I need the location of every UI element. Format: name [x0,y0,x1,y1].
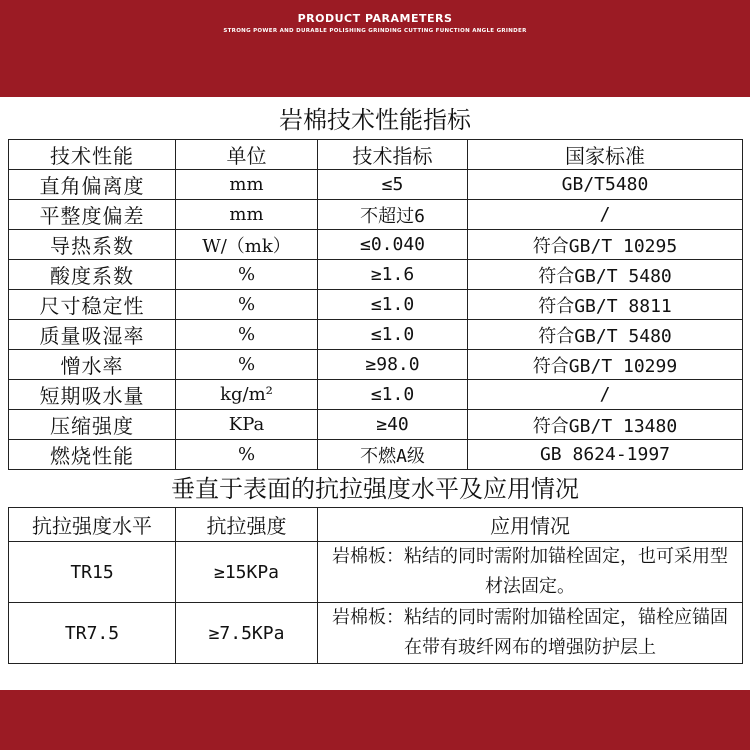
table-cell: 符合GB/T 5480 [468,260,743,290]
table-cell: % [176,440,318,470]
table-cell: 燃烧性能 [9,440,176,470]
table-cell: GB/T5480 [468,170,743,200]
table-header-row [9,140,743,170]
footer-band [0,690,750,750]
table-row [9,320,743,350]
table-cell: / [468,200,743,230]
table-cell: 符合GB/T 10299 [468,350,743,380]
table-row [9,170,743,200]
table-cell: ≤5 [318,170,468,200]
table-header-row [9,508,743,542]
tensile-table-title: 垂直于表面的抗拉强度水平及应用情况 [171,475,579,503]
table-cell: kg/m² [176,380,318,410]
table-cell: 符合GB/T 13480 [468,410,743,440]
table-cell: % [176,260,318,290]
table-cell: ≥7.5KPa [176,603,318,664]
tensile-strength-table [8,507,743,664]
table-cell: ≤1.0 [318,380,468,410]
table-cell: ≤1.0 [318,290,468,320]
table-cell: mm [176,170,318,200]
table-row [9,410,743,440]
table-cell: 酸度系数 [9,260,176,290]
table-cell: % [176,320,318,350]
table-cell: 直角偏离度 [9,170,176,200]
header-banner [0,0,750,96]
spec-document [0,97,750,690]
table-cell: ≥15KPa [176,542,318,603]
table-cell: 符合GB/T 10295 [468,230,743,260]
table-cell: 压缩强度 [9,410,176,440]
table-cell: 短期吸水量 [9,380,176,410]
table-cell: 导热系数 [9,230,176,260]
column-header: 国家标准 [468,140,743,170]
table-cell: mm [176,200,318,230]
column-header: 抗拉强度 [176,508,318,542]
table-row [9,603,743,664]
table-cell: % [176,290,318,320]
table-cell: TR7.5 [9,603,176,664]
table-cell: 符合GB/T 8811 [468,290,743,320]
table-cell: 不燃A级 [318,440,468,470]
column-header: 应用情况 [318,508,743,542]
table-cell: % [176,350,318,380]
table-cell: ≥1.6 [318,260,468,290]
table-row [9,230,743,260]
column-header: 技术指标 [318,140,468,170]
table-row [9,260,743,290]
table-cell: ≥40 [318,410,468,440]
table-row [9,380,743,410]
table-cell: 符合GB/T 5480 [468,320,743,350]
table-cell: 岩棉板：粘结的同时需附加锚栓固定，锚栓应锚固在带有玻纤网布的增强防护层上 [318,603,743,664]
table-row [9,542,743,603]
column-header: 抗拉强度水平 [9,508,176,542]
table-cell: 岩棉板：粘结的同时需附加锚栓固定，也可采用型材法固定。 [318,542,743,603]
table-cell: ≤1.0 [318,320,468,350]
table-row [9,290,743,320]
table-row [9,440,743,470]
table-row [9,350,743,380]
table-cell: W/（mk） [176,230,318,260]
table-cell: ≤0.040 [318,230,468,260]
table-cell: 不超过6 [318,200,468,230]
table-cell: / [468,380,743,410]
column-header: 技术性能 [9,140,176,170]
performance-table [8,139,743,470]
table-cell: KPa [176,410,318,440]
table-cell: ≥98.0 [318,350,468,380]
performance-table-title: 岩棉技术性能指标 [279,106,471,134]
banner-subtitle: STRONG POWER AND DURABLE POLISHING GRINDING CUTTING FUNCTION ANGLE GRINDER [223,28,527,34]
table-cell: 质量吸湿率 [9,320,176,350]
table-row [9,200,743,230]
table-cell: 憎水率 [9,350,176,380]
column-header: 单位 [176,140,318,170]
table-cell: GB 8624-1997 [468,440,743,470]
table-cell: TR15 [9,542,176,603]
table-cell: 平整度偏差 [9,200,176,230]
banner-title: PRODUCT PARAMETERS [297,12,453,25]
table-cell: 尺寸稳定性 [9,290,176,320]
